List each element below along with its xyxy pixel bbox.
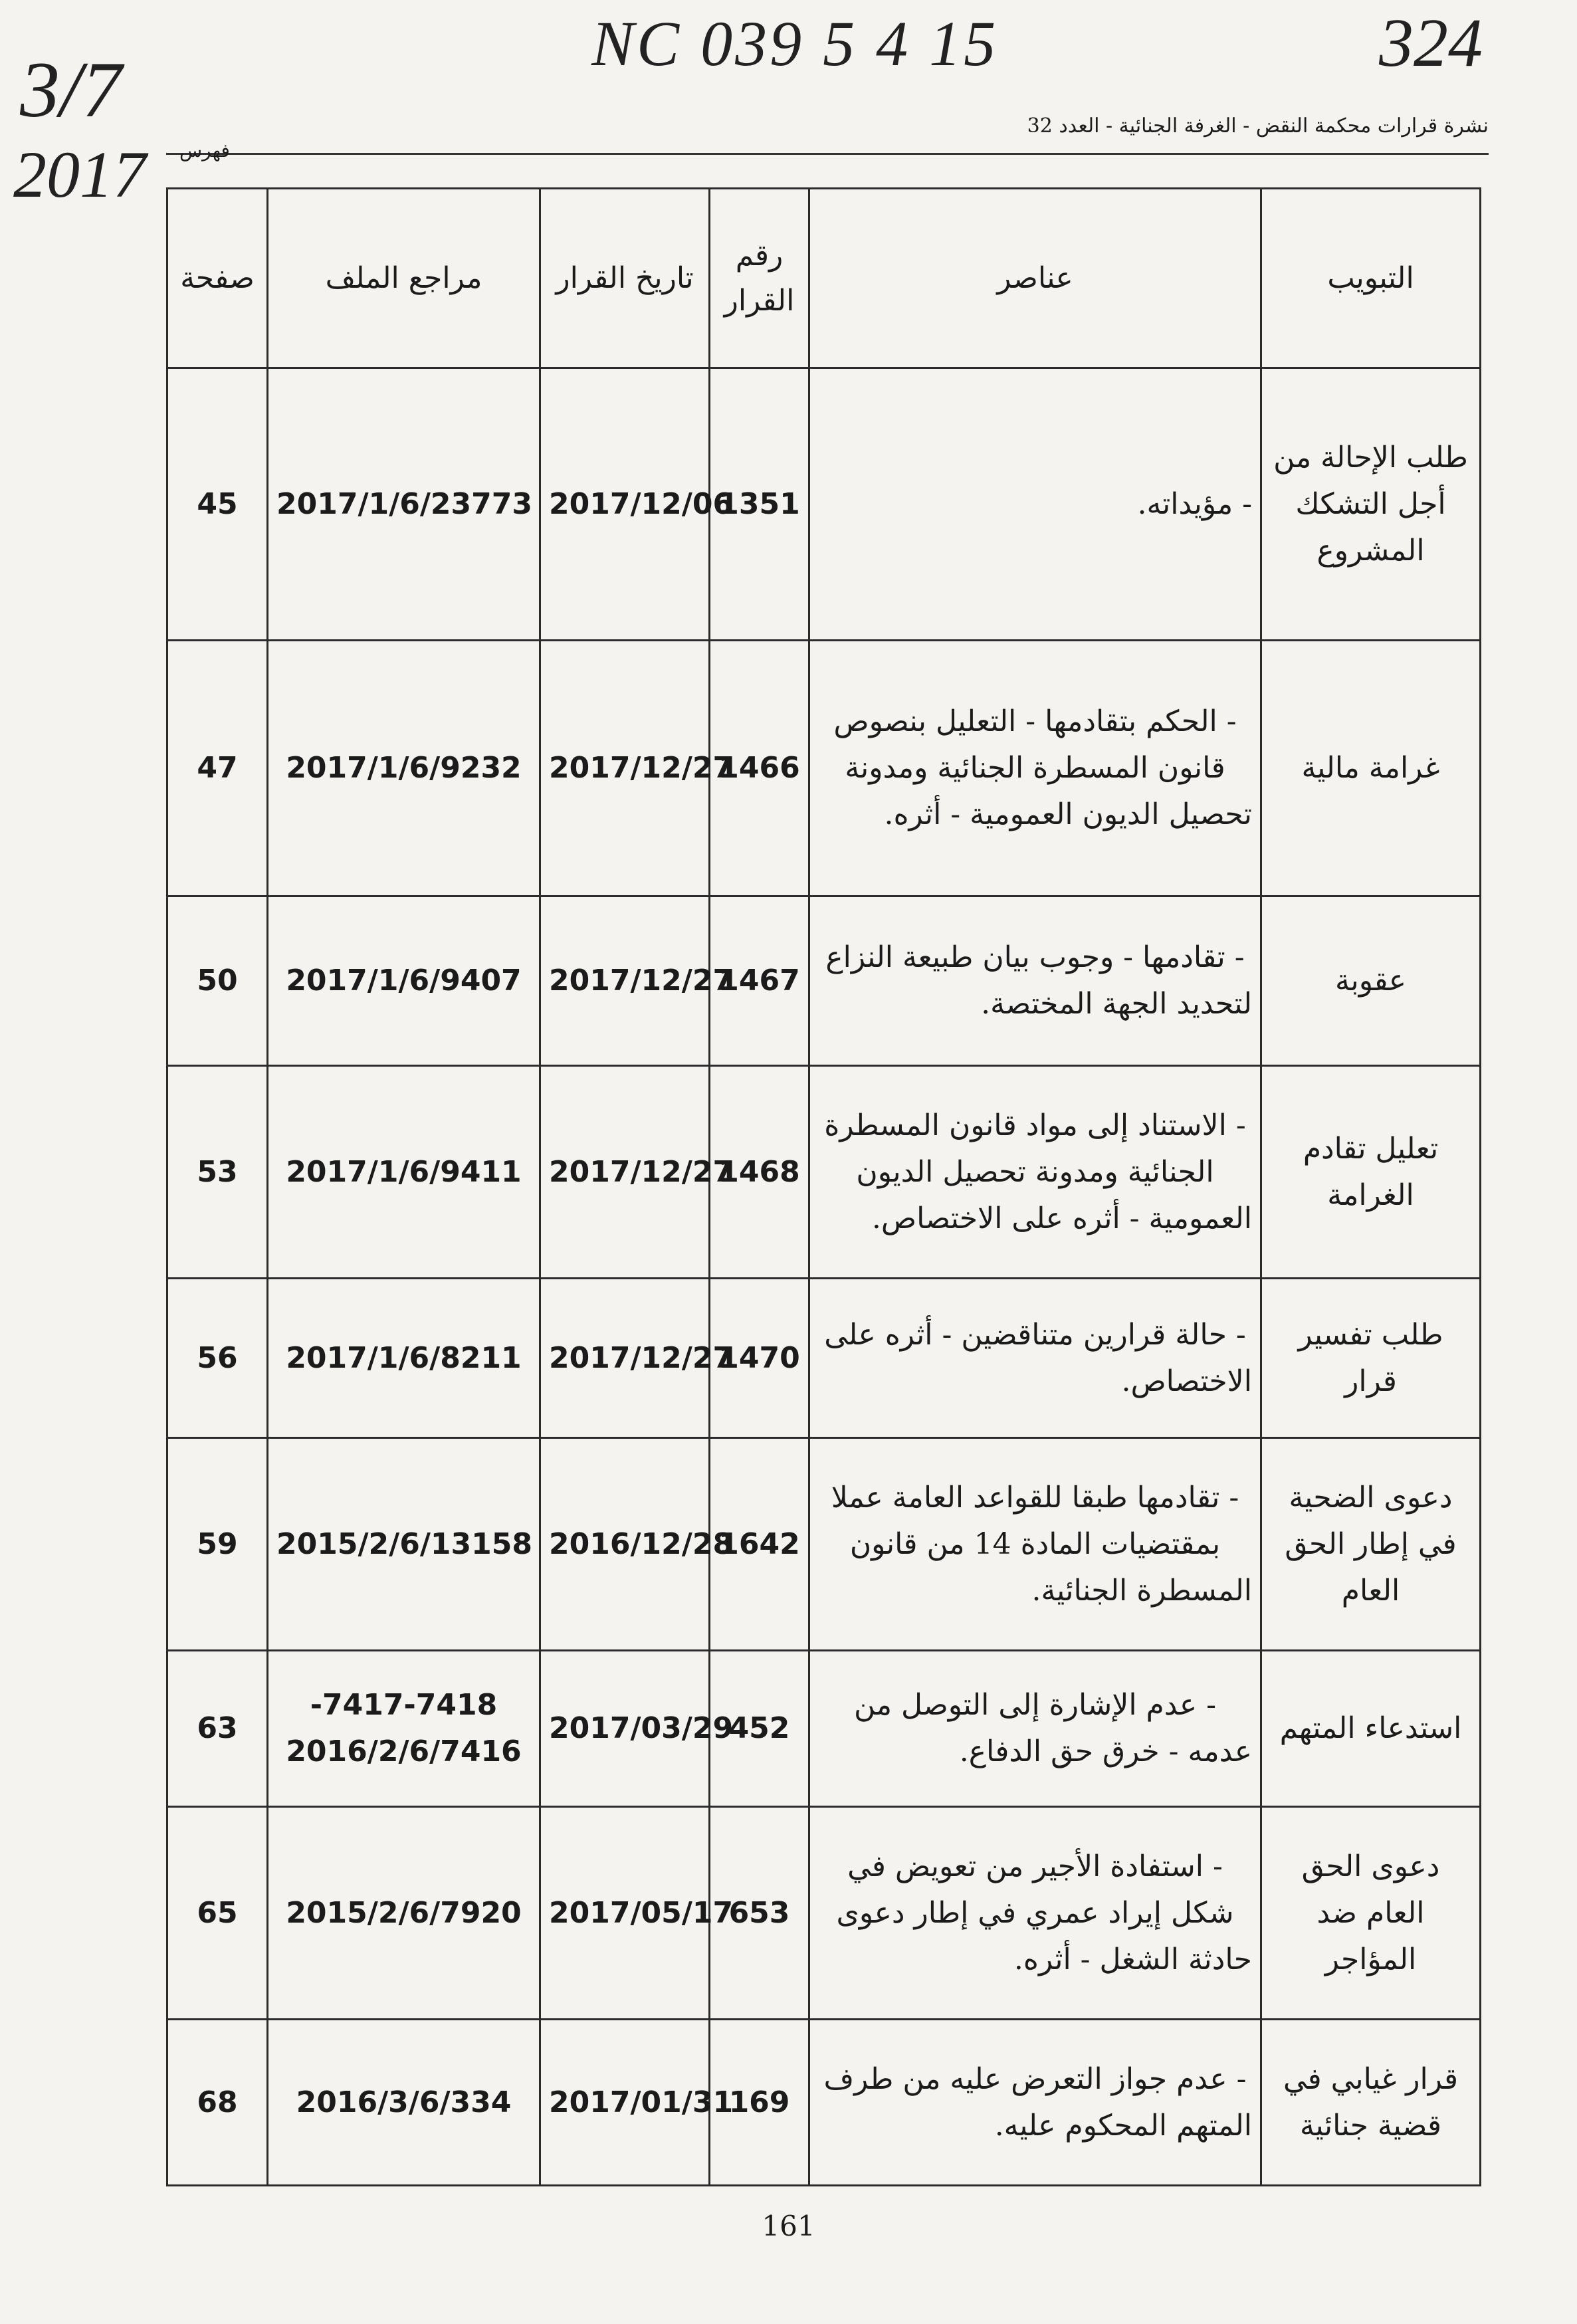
handwritten-year: 2017 (13, 138, 146, 211)
cell-date: 2016/12/28 (540, 1438, 710, 1651)
cell-topic: تعليل تقادم الغرامة (1261, 1066, 1481, 1279)
cell-page: 56 (167, 1279, 268, 1438)
handwritten-reference: NC 039 5 4 15 (591, 8, 999, 79)
table-row (167, 1438, 1481, 1651)
cell-elements: - الاستناد إلى مواد قانون المسطرة الجنائية ومدونة تحصيل الديون العمومية - أثره على الاختصاص. (809, 1066, 1261, 1279)
cell-topic: دعوى الحق العام ضد المؤاجر (1261, 1807, 1481, 2020)
cell-topic: استدعاء المتهم (1261, 1651, 1481, 1807)
cell-page: 68 (167, 2020, 268, 2186)
cell-topic: طلب تفسير قرار (1261, 1279, 1481, 1438)
column-header-date: تاريخ القرار (540, 189, 710, 368)
page-number: 161 (762, 2210, 815, 2242)
cell-number: 1351 (710, 368, 809, 641)
cell-topic: عقوبة (1261, 897, 1481, 1066)
table-row (167, 368, 1481, 641)
cell-ref: 2016/3/6/334 (268, 2020, 540, 2186)
page-header (166, 113, 1489, 161)
cell-ref: 2015/2/6/13158 (268, 1438, 540, 1651)
cell-ref: 2017/1/6/9407 (268, 897, 540, 1066)
cell-ref: 2017/1/6/8211 (268, 1279, 540, 1438)
column-header-ref: مراجع الملف (268, 189, 540, 368)
cell-ref: 2015/2/6/7920 (268, 1807, 540, 2020)
cell-topic: طلب الإحالة من أجل التشكك المشروع (1261, 368, 1481, 641)
cell-page: 59 (167, 1438, 268, 1651)
cell-ref: 2017/1/6/9232 (268, 641, 540, 897)
table-row (167, 1651, 1481, 1807)
cell-elements: - حالة قرارين متناقضين - أثره على الاختصاص. (809, 1279, 1261, 1438)
cell-date: 2017/12/06 (540, 368, 710, 641)
table-row (167, 1807, 1481, 2020)
cell-number: 452 (710, 1651, 809, 1807)
table-row (167, 897, 1481, 1066)
cell-topic: دعوى الضحية في إطار الحق العام (1261, 1438, 1481, 1651)
column-header-topic: التبويب (1261, 189, 1481, 368)
cell-page: 50 (167, 897, 268, 1066)
cell-topic: قرار غيابي في قضية جنائية (1261, 2020, 1481, 2186)
cell-page: 65 (167, 1807, 268, 2020)
index-table (166, 187, 1481, 2186)
cell-number: 169 (710, 2020, 809, 2186)
cell-elements: - تقادمها طبقا للقواعد العامة عملا بمقتضيات المادة 14 من قانون المسطرة الجنائية. (809, 1438, 1261, 1651)
publication-title: نشرة قرارات محكمة النقض - الغرفة الجنائية - العدد 32 (1027, 114, 1489, 138)
cell-topic: غرامة مالية (1261, 641, 1481, 897)
cell-date: 2017/12/27 (540, 1066, 710, 1279)
table-row (167, 2020, 1481, 2186)
cell-number: 1467 (710, 897, 809, 1066)
table-header-row (167, 189, 1481, 368)
cell-number: 1466 (710, 641, 809, 897)
cell-ref: 2017/1/6/9411 (268, 1066, 540, 1279)
table-row (167, 1279, 1481, 1438)
cell-elements: - مؤيداته. (809, 368, 1261, 641)
cell-number: 1642 (710, 1438, 809, 1651)
cell-page: 45 (167, 368, 268, 641)
cell-page: 47 (167, 641, 268, 897)
column-header-number: رقم القرار (710, 189, 809, 368)
cell-date: 2017/05/17 (540, 1807, 710, 2020)
cell-ref: -7417-7418 2016/2/6/7416 (268, 1651, 540, 1807)
table-row (167, 1066, 1481, 1279)
cell-page: 53 (167, 1066, 268, 1279)
cell-number: 1470 (710, 1279, 809, 1438)
cell-number: 1468 (710, 1066, 809, 1279)
cell-elements: - عدم الإشارة إلى التوصل من عدمه - خرق حق الدفاع. (809, 1651, 1261, 1807)
cell-elements: - عدم جواز التعرض عليه من طرف المتهم المحكوم عليه. (809, 2020, 1261, 2186)
cell-page: 63 (167, 1651, 268, 1807)
cell-date: 2017/01/31 (540, 2020, 710, 2186)
cell-number: 653 (710, 1807, 809, 2020)
column-header-page: صفحة (167, 189, 268, 368)
cell-elements: - تقادمها - وجوب بيان طبيعة النزاع لتحديد الجهة المختصة. (809, 897, 1261, 1066)
cell-date: 2017/12/27 (540, 897, 710, 1066)
handwritten-number: 324 (1379, 5, 1483, 81)
handwritten-volume: 3/7 (20, 45, 122, 134)
cell-elements: - استفادة الأجير من تعويض في شكل إيراد عمري في إطار دعوى حادثة الشغل - أثره. (809, 1807, 1261, 2020)
cell-date: 2017/12/27 (540, 641, 710, 897)
cell-elements: - الحكم بتقادمها - التعليل بنصوص قانون المسطرة الجنائية ومدونة تحصيل الديون العمومية - أثره. (809, 641, 1261, 897)
section-label: فهرس (179, 140, 230, 161)
cell-date: 2017/12/27 (540, 1279, 710, 1438)
cell-date: 2017/03/29 (540, 1651, 710, 1807)
column-header-elements: عناصر (809, 189, 1261, 368)
cell-ref: 2017/1/6/23773 (268, 368, 540, 641)
table-row (167, 641, 1481, 897)
